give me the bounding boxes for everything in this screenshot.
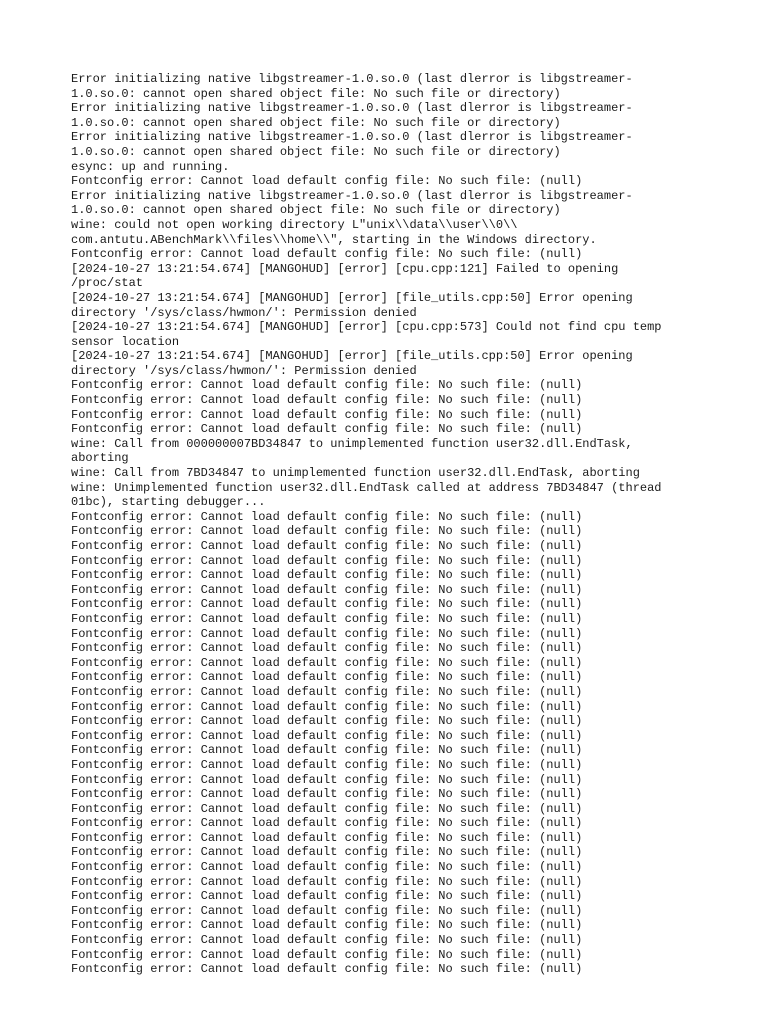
log-line: com.antutu.ABenchMark\\files\\home\\", starting in the Windows directory. — [71, 232, 597, 247]
log-line: directory '/sys/class/hwmon/': Permission denied — [71, 305, 417, 320]
log-line: Fontconfig error: Cannot load default config file: No such file: (null) — [71, 393, 583, 408]
log-line: Fontconfig error: Cannot load default config file: No such file: (null) — [71, 947, 583, 962]
log-line: Fontconfig error: Cannot load default config file: No such file: (null) — [71, 553, 583, 568]
log-line: Fontconfig error: Cannot load default config file: No such file: (null) — [71, 422, 583, 437]
log-line: Fontconfig error: Cannot load default config file: No such file: (null) — [71, 889, 583, 904]
log-line: Fontconfig error: Cannot load default config file: No such file: (null) — [71, 933, 583, 948]
log-line: Fontconfig error: Cannot load default config file: No such file: (null) — [71, 174, 583, 189]
log-line: wine: Unimplemented function user32.dll.EndTask called at address 7BD34847 (thread — [71, 480, 662, 495]
log-line: [2024-10-27 13:21:54.674] [MANGOHUD] [error] [file_utils.cpp:50] Error opening — [71, 349, 633, 364]
log-line: Fontconfig error: Cannot load default config file: No such file: (null) — [71, 378, 583, 393]
log-line: Fontconfig error: Cannot load default config file: No such file: (null) — [71, 568, 583, 583]
log-line: Fontconfig error: Cannot load default config file: No such file: (null) — [71, 903, 583, 918]
log-line: Fontconfig error: Cannot load default config file: No such file: (null) — [71, 962, 583, 977]
log-line: Fontconfig error: Cannot load default config file: No such file: (null) — [71, 816, 583, 831]
log-line: 1.0.so.0: cannot open shared object file: No such file or directory) — [71, 115, 561, 130]
log-line: aborting — [71, 451, 129, 466]
log-line: Error initializing native libgstreamer-1.0.so.0 (last dlerror is libgstreamer- — [71, 72, 633, 86]
log-line: directory '/sys/class/hwmon/': Permission denied — [71, 363, 417, 378]
log-line: wine: Call from 7BD34847 to unimplemented function user32.dll.EndTask, aborting — [71, 466, 640, 481]
log-line: sensor location — [71, 334, 180, 349]
log-line: [2024-10-27 13:21:54.674] [MANGOHUD] [error] [file_utils.cpp:50] Error opening — [71, 290, 633, 305]
log-line: Fontconfig error: Cannot load default config file: No such file: (null) — [71, 597, 583, 612]
log-line: wine: could not open working directory L"unix\\data\\user\\0\\ — [71, 217, 518, 232]
log-line: Fontconfig error: Cannot load default config file: No such file: (null) — [71, 845, 583, 860]
log-line: Fontconfig error: Cannot load default config file: No such file: (null) — [71, 699, 583, 714]
log-line: /proc/stat — [71, 276, 144, 291]
log-line: Fontconfig error: Cannot load default config file: No such file: (null) — [71, 582, 583, 597]
log-line: Fontconfig error: Cannot load default config file: No such file: (null) — [71, 714, 583, 729]
log-line: Error initializing native libgstreamer-1.0.so.0 (last dlerror is libgstreamer- — [71, 130, 633, 145]
log-line: Fontconfig error: Cannot load default config file: No such file: (null) — [71, 757, 583, 772]
log-line: Fontconfig error: Cannot load default config file: No such file: (null) — [71, 918, 583, 933]
log-line: Fontconfig error: Cannot load default config file: No such file: (null) — [71, 626, 583, 641]
log-line: 1.0.so.0: cannot open shared object file: No such file or directory) — [71, 144, 561, 159]
log-line: Fontconfig error: Cannot load default config file: No such file: (null) — [71, 801, 583, 816]
log-line: Fontconfig error: Cannot load default config file: No such file: (null) — [71, 830, 583, 845]
log-line: esync: up and running. — [71, 159, 230, 174]
log-line: Fontconfig error: Cannot load default config file: No such file: (null) — [71, 247, 583, 262]
log-line: Fontconfig error: Cannot load default config file: No such file: (null) — [71, 874, 583, 889]
log-line: [2024-10-27 13:21:54.674] [MANGOHUD] [error] [cpu.cpp:573] Could not find cpu temp — [71, 320, 662, 335]
log-line: Fontconfig error: Cannot load default config file: No such file: (null) — [71, 641, 583, 656]
log-line: Fontconfig error: Cannot load default config file: No such file: (null) — [71, 509, 583, 524]
log-line: Fontconfig error: Cannot load default config file: No such file: (null) — [71, 787, 583, 802]
console-log-output — [71, 72, 711, 977]
log-line: Fontconfig error: Cannot load default config file: No such file: (null) — [71, 684, 583, 699]
log-line: Fontconfig error: Cannot load default config file: No such file: (null) — [71, 860, 583, 875]
log-line: Fontconfig error: Cannot load default config file: No such file: (null) — [71, 611, 583, 626]
log-line: Fontconfig error: Cannot load default config file: No such file: (null) — [71, 743, 583, 758]
log-line: Fontconfig error: Cannot load default config file: No such file: (null) — [71, 655, 583, 670]
log-line: 1.0.so.0: cannot open shared object file: No such file or directory) — [71, 86, 561, 101]
log-line: Error initializing native libgstreamer-1.0.so.0 (last dlerror is libgstreamer- — [71, 101, 633, 116]
log-line: Fontconfig error: Cannot load default config file: No such file: (null) — [71, 670, 583, 685]
log-line: Fontconfig error: Cannot load default config file: No such file: (null) — [71, 539, 583, 553]
log-line: 1.0.so.0: cannot open shared object file: No such file or directory) — [71, 203, 561, 218]
log-line: wine: Call from 000000007BD34847 to unimplemented function user32.dll.EndTask, — [71, 436, 633, 451]
log-line: Fontconfig error: Cannot load default config file: No such file: (null) — [71, 524, 583, 539]
log-line: 01bc), starting debugger... — [71, 495, 266, 510]
log-line: Error initializing native libgstreamer-1.0.so.0 (last dlerror is libgstreamer- — [71, 188, 633, 203]
log-line: Fontconfig error: Cannot load default config file: No such file: (null) — [71, 772, 583, 787]
log-line: Fontconfig error: Cannot load default config file: No such file: (null) — [71, 728, 583, 743]
log-line: Fontconfig error: Cannot load default config file: No such file: (null) — [71, 407, 583, 422]
log-line: [2024-10-27 13:21:54.674] [MANGOHUD] [error] [cpu.cpp:121] Failed to opening — [71, 261, 619, 276]
